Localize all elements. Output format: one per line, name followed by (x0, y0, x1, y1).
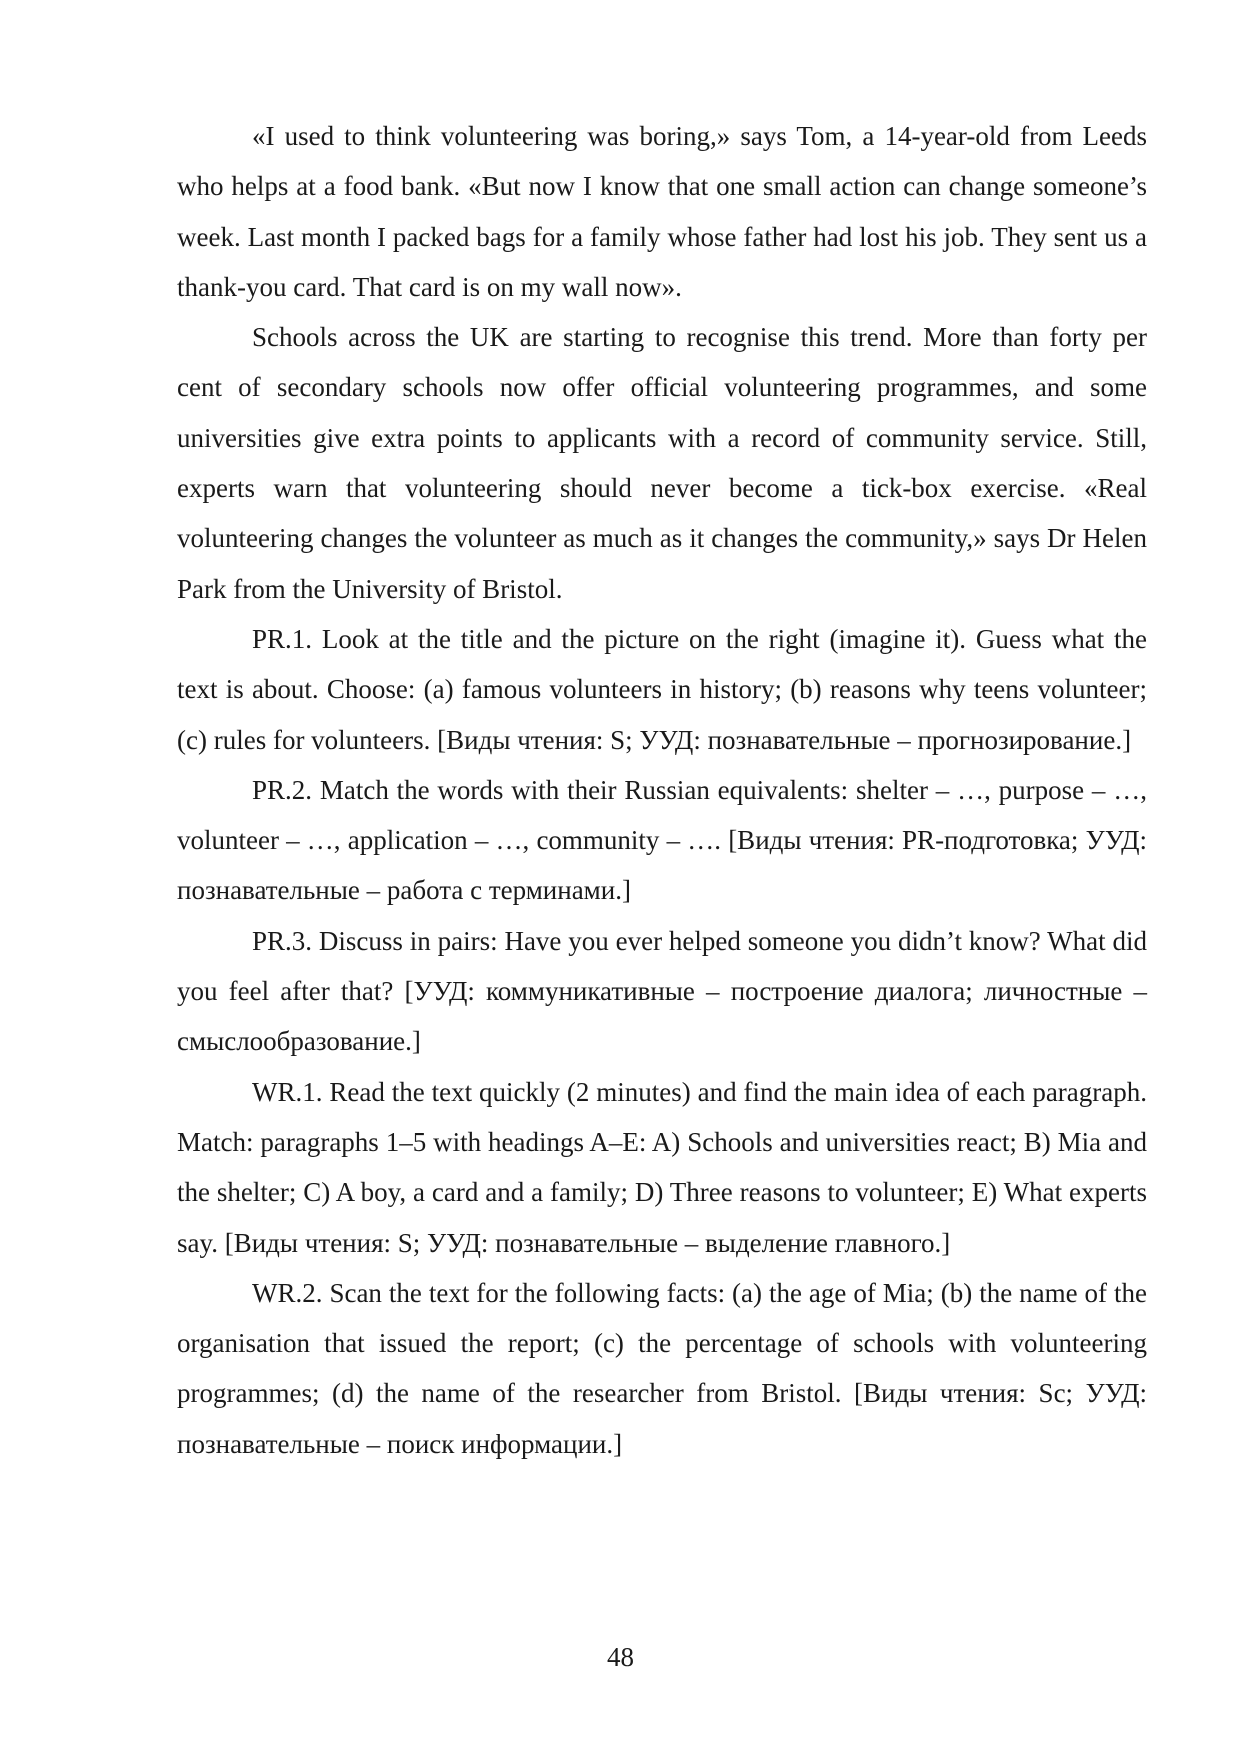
paragraph-schools-trend: Schools across the UK are starting to recognise this trend. More than forty per cent of secondary schools now offer official volunteering programmes, and some universities give extra points to applicants with a record of community service. Still, experts warn that volunteering should never become a tick-box exercise. «Real volunteering changes the volunteer as much as it changes the community,» says Dr Helen Park from the University of Bristol. (177, 322, 1147, 604)
task-pr1: PR.1. Look at the title and the picture on the right (imagine it). Guess what the text is about. Choose: (a) famous volunteers in history; (b) reasons why teens volunteer; (c) rules for volunteers. [Виды чтения: S; УУД: познавательные – прогнозирование.] (177, 623, 1147, 755)
page-body (177, 111, 1147, 1469)
page-number: 48 (607, 1642, 634, 1672)
paragraph-tom-quote: «I used to think volunteering was boring,» says Tom, a 14-year-old from Leeds who helps at a food bank. «But now I know that one small action can change someone’s week. Last month I packed bags for a family whose father had lost his job. They sent us a thank-you card. That card is on my wall now». (177, 121, 1147, 302)
task-wr1: WR.1. Read the text quickly (2 minutes) and find the main idea of each paragraph. Match: paragraphs 1–5 with headings A–E: A) Schools and universities react; B) Mia and the shelter; C) A boy, a card and a family; D) Three reasons to volunteer; E) What experts say. [Виды чтения: S; УУД: познавательные – выделение главного.] (177, 1076, 1147, 1258)
task-pr3: PR.3. Discuss in pairs: Have you ever helped someone you didn’t know? What did you feel after that? [УУД: коммуникативные – построение диалога; личностные – смыслообразование.] (177, 925, 1147, 1057)
task-wr2: WR.2. Scan the text for the following facts: (a) the age of Mia; (b) the name of the organisation that issued the report; (c) the percentage of schools with volunteering programmes; (d) the name of the researcher from Bristol. [Виды чтения: Sc; УУД: познавательные – поиск информации.] (177, 1277, 1147, 1459)
task-pr2: PR.2. Match the words with their Russian equivalents: shelter – …, purpose – …, volunteer – …, application – …, community – …. [Виды чтения: PR-подготовка; УУД: познавательные – работа с терминами.] (177, 774, 1147, 906)
